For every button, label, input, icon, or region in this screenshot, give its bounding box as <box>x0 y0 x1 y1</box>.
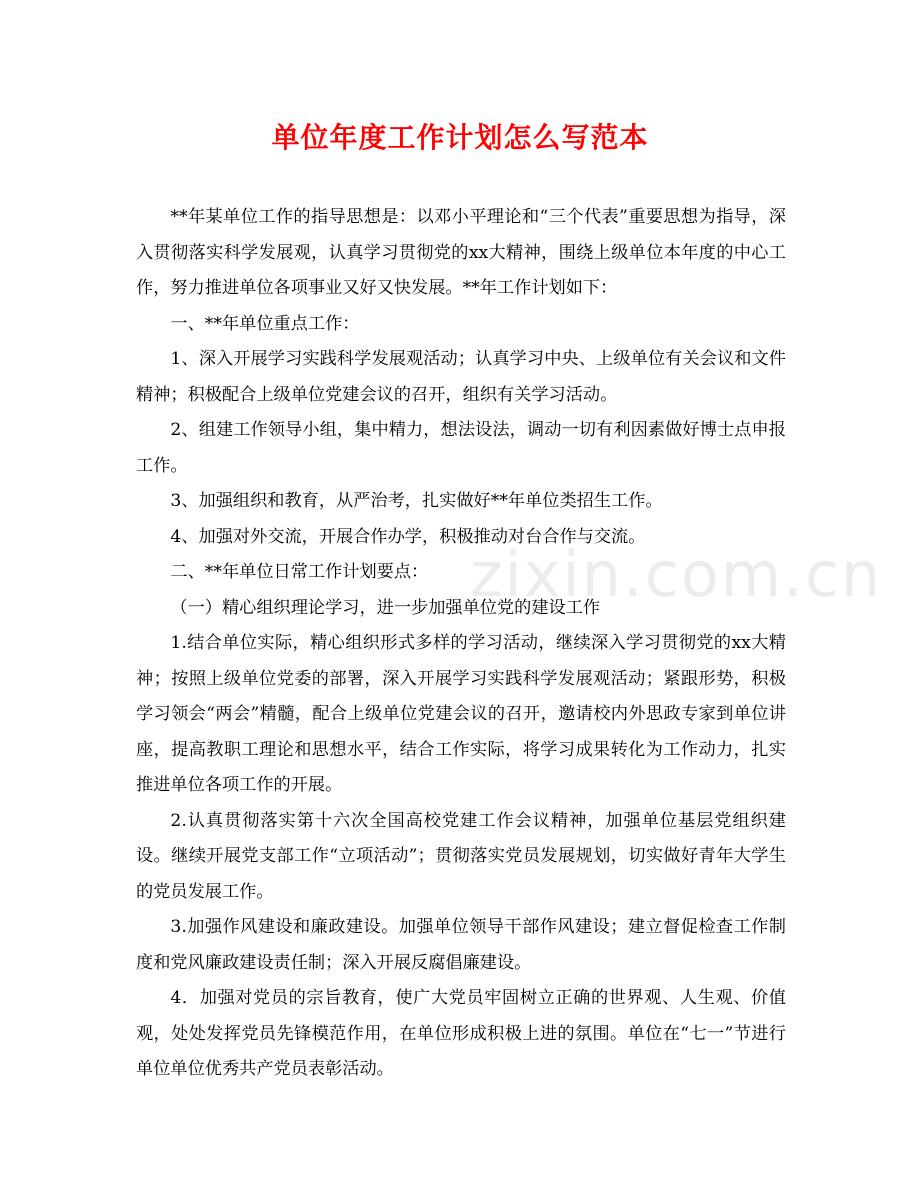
paragraph-point-3: 3.加强作风建设和廉政建设。加强单位领导干部作风建设；建立督促检查工作制度和党风廉政建设责任制；深入开展反腐倡廉建设。 <box>136 917 786 973</box>
paragraph-point-1: 1.结合单位实际，精心组织形式多样的学习活动，继续深入学习贯彻党的xx大精神；按照上级单位党委的部署，深入开展学习实践科学发展观活动；紧跟形势，积极学习领会“两会”精髓，配合上级单位党建会议的召开，邀请校内外思政专家到单位讲座，提高教职工理论和思想水平，结合工作实际，将学习成果转化为工作动力，扎实推进单位各项工作的开展。 <box>136 633 786 795</box>
paragraph-point-4: 4．加强对党员的宗旨教育，使广大党员牢固树立正确的世界观、人生观、价值观，处处发挥党员先锋模范作用，在单位形成积极上进的氛围。单位在“七一”节进行单位单位优秀共产党员表彰活动。 <box>136 988 786 1079</box>
document-title: 单位年度工作计划怎么写范本 <box>271 121 649 154</box>
paragraph-point-2: 2.认真贯彻落实第十六次全国高校党建工作会议精神，加强单位基层党组织建设。继续开展党支部工作“立项活动”；贯彻落实党员发展规划，切实做好青年大学生的党员发展工作。 <box>136 810 786 902</box>
section-heading-1: 一、**年单位重点工作： <box>170 313 360 334</box>
subsection-heading-1: （一）精心组织理论学习，进一步加强单位党的建设工作 <box>170 597 601 618</box>
paragraph-item-2: 2、组建工作领导小组，集中精力，想法设法，调动一切有利因素做好博士点申报工作。 <box>136 420 786 476</box>
document-body <box>136 200 786 1088</box>
paragraph-intro: **年某单位工作的指导思想是：以邓小平理论和“三个代表”重要思想为指导，深入贯彻落实科学发展观，认真学习贯彻党的xx大精神，围绕上级单位本年度的中心工作，努力推进单位各项事业又好又快发展。**年工作计划如下： <box>136 207 786 298</box>
paragraph-item-1: 1、深入开展学习实践科学发展观活动；认真学习中央、上级单位有关会议和文件精神；积极配合上级单位党建会议的召开，组织有关学习活动。 <box>136 349 786 405</box>
section-heading-2: 二、**年单位日常工作计划要点： <box>170 562 429 582</box>
paragraph-item-3: 3、加强组织和教育，从严治考，扎实做好**年单位类招生工作。 <box>170 491 663 511</box>
watermark: zixin.com.cn <box>470 538 883 611</box>
paragraph-item-4: 4、加强对外交流，开展合作办学，积极推动对台合作与交流。 <box>170 526 646 547</box>
